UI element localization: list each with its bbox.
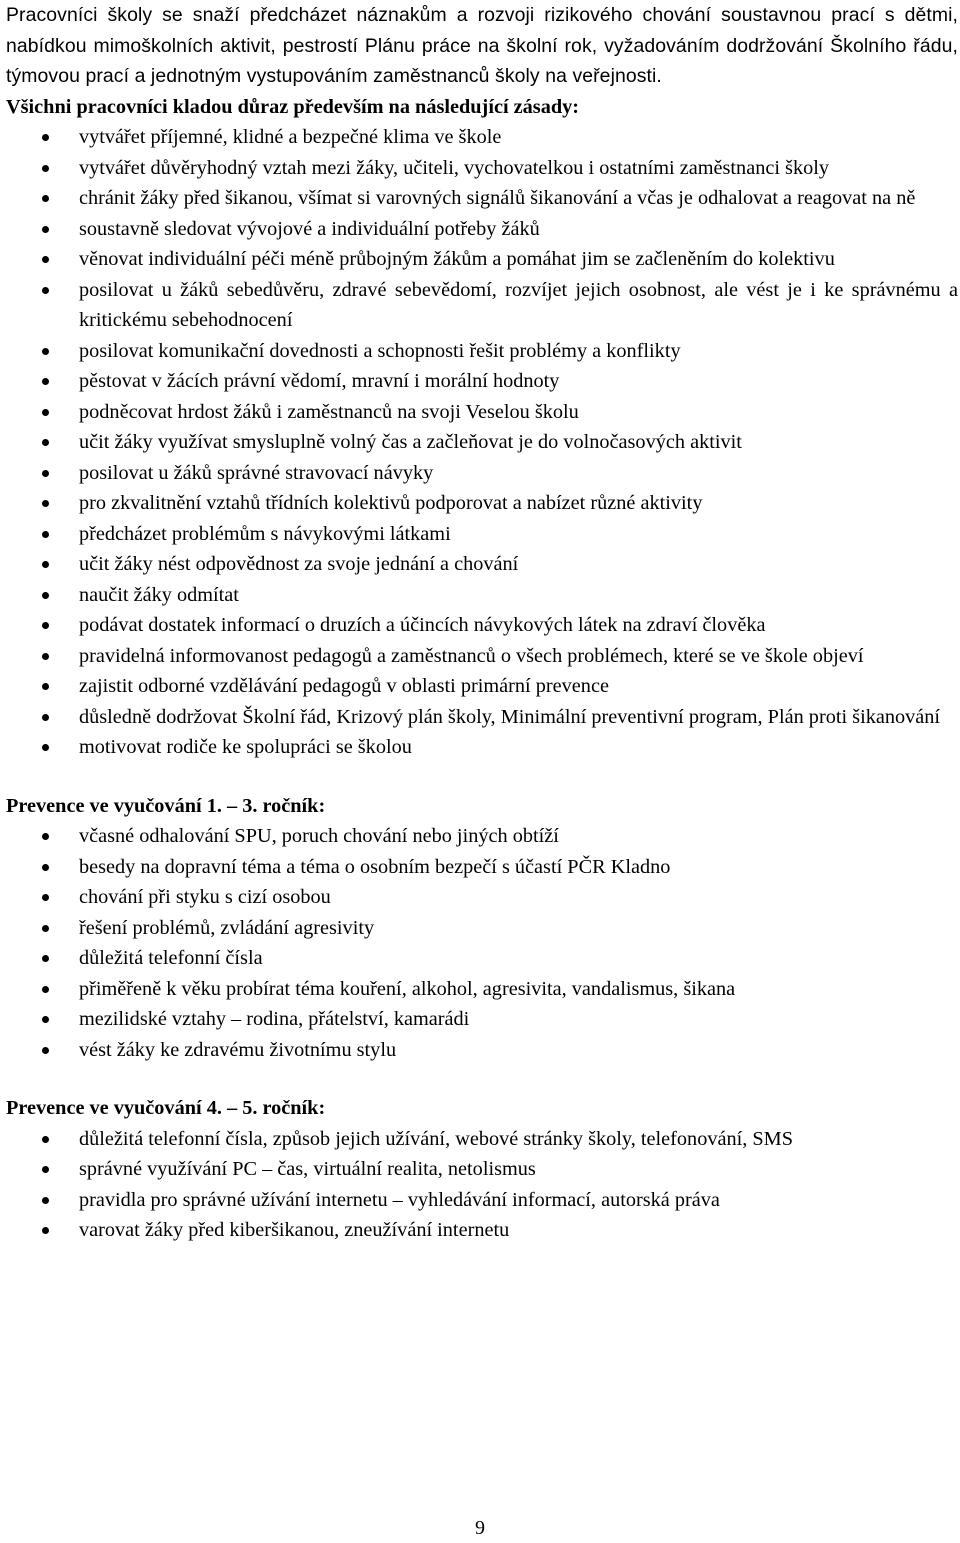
list-item-text: důsledně dodržovat Školní řád, Krizový plán školy, Minimální preventivní program, Plán proti šikanování <box>79 705 941 728</box>
list-item <box>6 427 958 458</box>
list-item <box>6 974 958 1005</box>
list-item <box>6 580 958 611</box>
list-item <box>6 882 958 913</box>
grades-1-3-list <box>6 821 958 1065</box>
bullet-icon <box>42 955 49 962</box>
list-item <box>6 366 958 397</box>
list-item-text: posilovat u žáků sebedůvěru, zdravé sebevědomí, rozvíjet jejich osobnost, ale vést je i ke správnému a kritickému sebehodnocení <box>79 278 958 331</box>
list-item <box>6 275 958 336</box>
bullet-icon <box>42 894 49 901</box>
page-number: 9 <box>475 1517 485 1539</box>
list-item-text: zajistit odborné vzdělávání pedagogů v oblasti primární prevence <box>79 675 609 697</box>
grades-1-3-heading: Prevence ve vyučování 1. – 3. ročník: <box>6 794 326 817</box>
list-item-text: varovat žáky před kiberšikanou, zneužívání internetu <box>79 1219 510 1241</box>
list-item-text: podávat dostatek informací o druzích a účincích návykových látek na zdraví člověka <box>79 614 766 636</box>
bullet-icon <box>42 256 49 263</box>
bullet-icon <box>42 439 49 446</box>
list-item-text: pěstovat v žácích právní vědomí, mravní i morální hodnoty <box>79 370 560 392</box>
bullet-icon <box>42 226 49 233</box>
list-item <box>6 336 958 367</box>
bullet-icon <box>42 561 49 568</box>
list-item-text: chování při styku s cizí osobou <box>79 886 331 908</box>
bullet-icon <box>42 1197 49 1204</box>
list-item <box>6 702 958 733</box>
list-item <box>6 732 958 763</box>
list-item-text: řešení problémů, zvládání agresivity <box>79 916 375 939</box>
list-item-text: pravidelná informovanost pedagogů a zaměstnanců o všech problémech, které se ve škole objeví <box>79 644 864 667</box>
bullet-icon <box>42 348 49 355</box>
list-item-text: motivovat rodiče ke spolupráci se školou <box>79 736 412 758</box>
bullet-icon <box>42 744 49 751</box>
list-item <box>6 153 958 184</box>
bullet-icon <box>42 864 49 871</box>
list-item <box>6 122 958 153</box>
bullet-icon <box>42 1136 49 1143</box>
list-item <box>6 821 958 852</box>
bullet-icon <box>42 531 49 538</box>
bullet-icon <box>42 287 49 294</box>
bullet-icon <box>42 1016 49 1023</box>
grades-4-5-list <box>6 1124 958 1246</box>
list-item <box>6 641 958 672</box>
list-item <box>6 671 958 702</box>
list-item <box>6 1124 958 1155</box>
list-item <box>6 943 958 974</box>
bullet-icon <box>42 714 49 721</box>
list-item-text: chránit žáky před šikanou, všímat si varovných signálů šikanování a včas je odhalovat a reagovat na ně <box>79 187 916 209</box>
list-item-text: posilovat u žáků správné stravovací návyky <box>79 461 434 484</box>
list-item-text: podněcovat hrdost žáků i zaměstnanců na svoji Veselou školu <box>79 400 579 423</box>
bullet-icon <box>42 925 49 932</box>
list-item-text: důležitá telefonní čísla, způsob jejich užívání, webové stránky školy, telefonování, SMS <box>79 1127 793 1150</box>
intro-paragraph: Pracovníci školy se snaží předcházet náznakům a rozvoji rizikového chování soustavnou prací s dětmi, nabídkou mimoškolních aktivit, pestrostí Plánu práce na školní rok, vyžadováním dodržování Školního řádu, týmovou prací a jednotným vystupováním zaměstnanců školy na veřejnosti. <box>6 4 958 87</box>
bullet-icon <box>42 653 49 660</box>
list-item <box>6 610 958 641</box>
list-item <box>6 1035 958 1066</box>
list-item <box>6 519 958 550</box>
list-item-text: předcházet problémům s návykovými látkami <box>79 522 451 545</box>
list-item-text: soustavně sledovat vývojové a individuální potřeby žáků <box>79 217 540 240</box>
bullet-icon <box>42 1047 49 1054</box>
bullet-icon <box>42 195 49 202</box>
list-item <box>6 1185 958 1216</box>
bullet-icon <box>42 500 49 507</box>
list-item-text: učit žáky využívat smysluplně volný čas a začleňovat je do volnočasových aktivit <box>79 431 742 453</box>
bullet-icon <box>42 833 49 840</box>
list-item <box>6 1004 958 1035</box>
list-item-text: vytvářet důvěryhodný vztah mezi žáky, učiteli, vychovatelkou i ostatními zaměstnanci školy <box>79 156 829 179</box>
list-item <box>6 397 958 428</box>
bullet-icon <box>42 409 49 416</box>
list-item-text: pravidla pro správné užívání internetu – vyhledávání informací, autorská práva <box>79 1188 720 1211</box>
principles-list <box>6 122 958 763</box>
list-item-text: včasné odhalování SPU, poruch chování nebo jiných obtíží <box>79 825 559 847</box>
list-item-text: besedy na dopravní téma a téma o osobním bezpečí s účastí PČR Kladno <box>79 855 671 878</box>
list-item-text: věnovat individuální péči méně průbojným žákům a pomáhat jim se začleněním do kolektivu <box>79 248 835 270</box>
bullet-icon <box>42 986 49 993</box>
bullet-icon <box>42 378 49 385</box>
list-item-text: přiměřeně k věku probírat téma kouření, alkohol, agresivita, vandalismus, šikana <box>79 977 736 1000</box>
list-item-text: vést žáky ke zdravému životnímu stylu <box>79 1038 397 1061</box>
bullet-icon <box>42 1227 49 1234</box>
list-item <box>6 488 958 519</box>
list-item-text: vytvářet příjemné, klidné a bezpečné klima ve škole <box>79 126 502 148</box>
list-item <box>6 1215 958 1246</box>
grades-4-5-heading: Prevence ve vyučování 4. – 5. ročník: <box>6 1097 326 1119</box>
bullet-icon <box>42 134 49 141</box>
list-item <box>6 913 958 944</box>
list-item <box>6 1154 958 1185</box>
list-item <box>6 852 958 883</box>
bullet-icon <box>42 1166 49 1173</box>
bullet-icon <box>42 592 49 599</box>
list-item-text: posilovat komunikační dovednosti a schopnosti řešit problémy a konflikty <box>79 339 681 362</box>
list-item-text: učit žáky nést odpovědnost za svoje jednání a chování <box>79 553 519 575</box>
list-item-text: naučit žáky odmítat <box>79 583 239 606</box>
principles-heading: Všichni pracovníci kladou důraz především na následující zásady: <box>6 95 580 118</box>
list-item-text: důležitá telefonní čísla <box>79 947 263 969</box>
list-item-text: pro zkvalitnění vztahů třídních kolektivů podporovat a nabízet různé aktivity <box>79 492 703 514</box>
list-item <box>6 458 958 489</box>
list-item <box>6 549 958 580</box>
list-item <box>6 183 958 214</box>
bullet-icon <box>42 165 49 172</box>
bullet-icon <box>42 622 49 629</box>
list-item <box>6 214 958 245</box>
list-item <box>6 244 958 275</box>
list-item-text: mezilidské vztahy – rodina, přátelství, kamarádi <box>79 1008 470 1030</box>
list-item-text: správné využívání PC – čas, virtuální realita, netolismus <box>79 1158 536 1180</box>
bullet-icon <box>42 683 49 690</box>
bullet-icon <box>42 470 49 477</box>
